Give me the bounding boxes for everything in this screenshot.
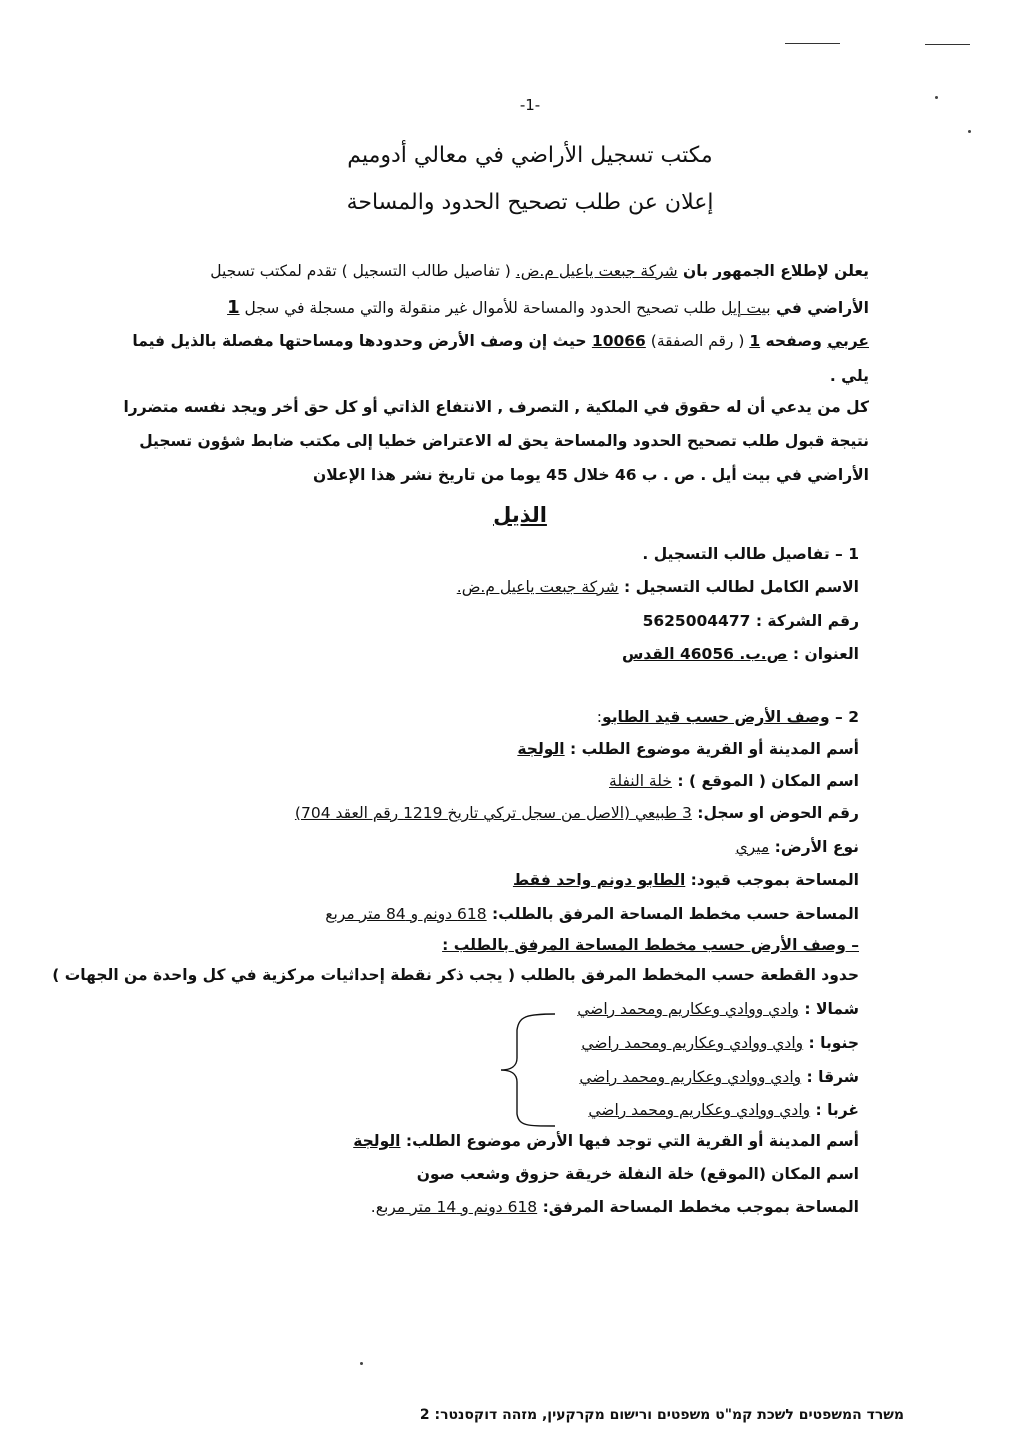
boundary-south-label: جنوبا : <box>803 1034 859 1052</box>
intro-l3d: ( رقم الصفقة) <box>645 332 750 350</box>
section3-area-row <box>371 1198 859 1216</box>
company-number-label: رقم الشركة : <box>750 612 859 630</box>
place-value: خلة النفلة <box>609 772 672 790</box>
land-type-row <box>736 838 859 856</box>
city-label: أسم المدينة أو القرية موضوع الطلب : <box>564 740 859 758</box>
scan-speck <box>360 1362 363 1365</box>
intro-l1c: ( تفاصيل طالب التسجيل ) تقدم لمكتب تسجيل <box>210 262 516 280</box>
boundary-west <box>588 1101 859 1119</box>
boundary-north <box>577 1000 859 1018</box>
boundary-east-value: وادي ووادي وعكاريم ومحمد راضي <box>579 1068 802 1086</box>
basin-row <box>295 804 859 822</box>
registry-volume: 1 <box>227 297 240 318</box>
registry-location: بيت إيل <box>721 299 771 317</box>
section2-colon: : <box>596 708 602 726</box>
transaction-number: 10066 <box>591 332 646 350</box>
city-row <box>517 740 859 758</box>
boundaries-intro: حدود القطعة حسب المخطط المرفق بالطلب ( يجب ذكر نقطة إحداثيات مركزية في كل واحدة من الجهات ) <box>52 966 859 984</box>
applicant-name-inline: شركة جبعت ياعيل م.ض. <box>515 262 678 280</box>
intro-line-2 <box>227 297 869 318</box>
appendix-title: الذيل <box>493 503 547 527</box>
section2-title: وصف الأرض حسب قيد الطابو <box>602 708 830 726</box>
applicant-name-label: الاسم الكامل لطالب التسجيل : <box>618 578 859 596</box>
registry-page: 1 <box>749 332 761 350</box>
section2-number: 2 – <box>829 708 859 726</box>
intro-line-3 <box>132 332 869 350</box>
section3-heading: – وصف الأرض حسب مخطط المساحة المرفق بالطلب : <box>442 936 859 954</box>
section3-area-value: 618 دونم و 14 متر مربع <box>375 1198 538 1216</box>
basin-value: 3 طبيعي (الاصل من سجل تركي تاريخ 1219 رقم العقد 704) <box>294 804 692 822</box>
company-number-value: 5625004477 <box>642 612 751 630</box>
place-row <box>609 772 859 790</box>
intro-line-4: يلي . <box>829 367 869 385</box>
scan-mark <box>925 44 970 45</box>
address-row <box>622 645 859 663</box>
boundary-east <box>579 1068 859 1086</box>
boundary-west-label: غربا : <box>810 1101 859 1119</box>
land-type-label: نوع الأرض: <box>769 838 859 856</box>
basin-label: رقم الحوض او سجل: <box>691 804 859 822</box>
objection-line-2: نتيجة قبول طلب تصحيح الحدود والمساحة يحق له الاعتراض خطيا إلى مكتب ضابط شؤون تسجيل <box>139 432 869 450</box>
area-records-value: الطابو دونم واحد فقط <box>512 871 686 889</box>
intro-l3b: وصفحه <box>760 332 828 350</box>
area-plan-value: 618 دونم و 84 متر مربع <box>325 905 487 923</box>
intro-l2a: الأراضي في <box>770 299 869 317</box>
applicant-name-value: شركة جبعت ياعيل م.ض. <box>456 578 619 596</box>
section3-city-label: أسم المدينة أو القرية التي توجد فيها الأرض موضوع الطلب: <box>400 1132 859 1150</box>
intro-l1a: يعلن لإطلاع الجمهور بان <box>677 262 869 280</box>
intro-line-1 <box>210 262 869 280</box>
company-number-row <box>643 612 859 630</box>
place-label: اسم المكان ( الموقع ) : <box>671 772 859 790</box>
address-value: ص.ب. 46056 القدس <box>621 645 788 663</box>
boundary-north-label: شمالا : <box>799 1000 859 1018</box>
page-number: -1- <box>519 96 541 114</box>
area-plan-label: المساحة حسب مخطط المساحة المرفق بالطلب: <box>486 905 859 923</box>
curly-brace-icon <box>497 1010 557 1130</box>
section3-area-end: . <box>370 1198 376 1216</box>
boundary-north-value: وادي ووادي وعكاريم ومحمد راضي <box>577 1000 799 1018</box>
scan-mark <box>785 43 840 44</box>
scan-speck <box>968 130 971 133</box>
objection-line-1: كل من يدعي أن له حقوق في الملكية , التصرف , الانتفاع الذاتي أو كل حق أخر ويجد نفسه متضررا <box>123 398 869 416</box>
registry-type: عربي <box>827 332 869 350</box>
section3-place-row: اسم المكان (الموقع) خلة النفلة خريقة حزوق وشعب صون <box>416 1165 859 1183</box>
intro-l2c: طلب تصحيح الحدود والمساحة للأموال غير منقولة والتي مسجلة في سجل <box>239 299 722 317</box>
section2-heading <box>597 708 859 726</box>
city-value: الولجة <box>517 740 565 758</box>
objection-line-3: الأراضي في بيت أيل . ص . ب 46 خلال 45 يوما من تاريخ نشر هذا الإعلان <box>313 466 869 484</box>
section3-city-value: الولجة <box>353 1132 401 1150</box>
boundary-south-value: وادي ووادي وعكاريم ومحمد راضي <box>581 1034 804 1052</box>
boundary-east-label: شرقا : <box>801 1068 859 1086</box>
applicant-name-row <box>457 578 859 596</box>
section3-city-row <box>353 1132 859 1150</box>
boundary-south <box>581 1034 859 1052</box>
area-plan-row <box>325 905 859 923</box>
intro-l3f: حيث إن وصف الأرض وحدودها ومساحتها مفصلة بالذيل فيما <box>132 332 592 350</box>
title-line-2: إعلان عن طلب تصحيح الحدود والمساحة <box>346 190 714 215</box>
area-records-label: المساحة بموجب قيود: <box>685 871 859 889</box>
address-label: العنوان : <box>787 645 859 663</box>
section1-heading: 1 – تفاصيل طالب التسجيل . <box>642 545 859 563</box>
section3-area-label: المساحة بموجب مخطط المساحة المرفق: <box>537 1198 859 1216</box>
footer-docid: משרד המשפטים לשכת קמ"ט משפטים ורישום מקרקעין, מזהה דוקסנטר: 2 <box>419 1407 904 1423</box>
boundary-west-value: وادي ووادي وعكاريم ومحمد راضي <box>588 1101 811 1119</box>
scan-speck <box>935 96 938 99</box>
title-line-1: مكتب تسجيل الأراضي في معالي أدوميم <box>347 143 713 168</box>
land-type-value: ميري <box>735 838 770 856</box>
area-records-row <box>513 871 859 889</box>
